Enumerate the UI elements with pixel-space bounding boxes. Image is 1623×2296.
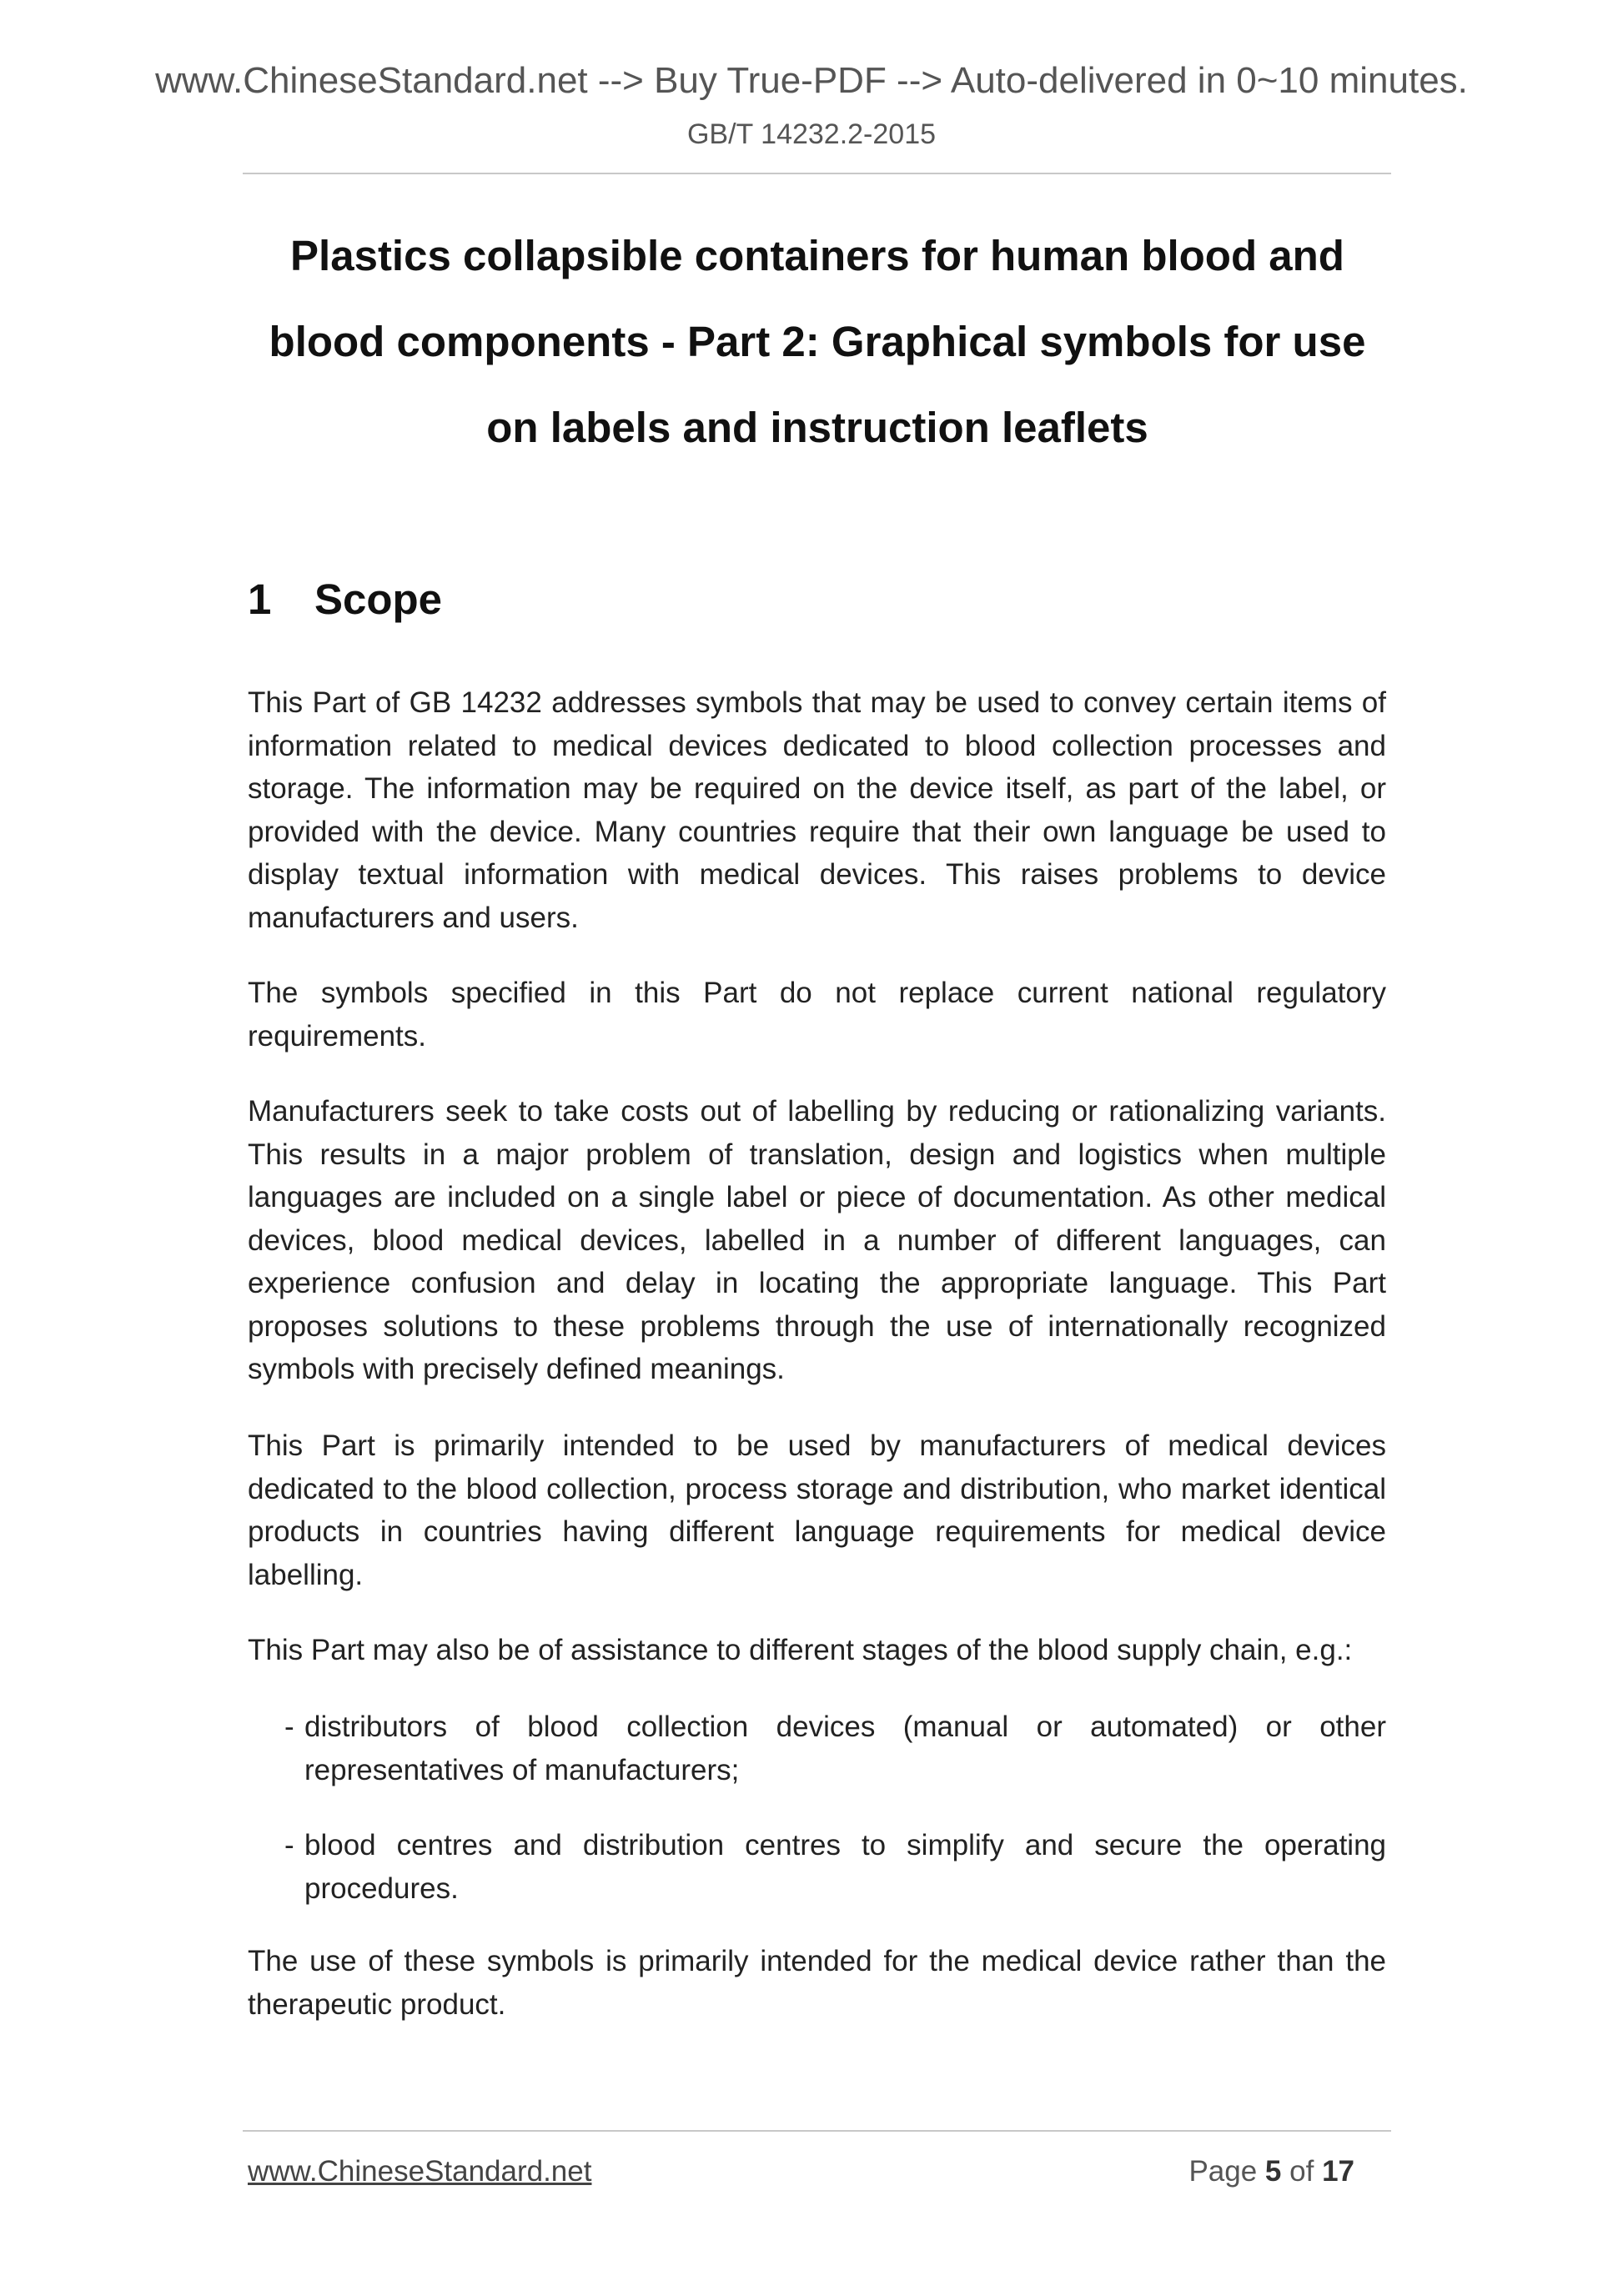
section-heading xyxy=(248,575,443,623)
paragraph: Manufacturers seek to take costs out of labelling by reducing or rationalizing variants. This results in a major problem of translation, design and logistics when multiple languages are included on a single label or piece of documentation. As other medical devices, blood medical devices, labelled in a number of different languages, can experience confusion and delay in locating the appropriate language. This Part proposes solutions to these problems through the use of internationally recognized symbols with precisely defined meanings. xyxy=(248,1095,1386,1385)
title-line: blood components - Part 2: Graphical symbols for use xyxy=(269,318,1366,365)
page-number xyxy=(1188,2157,1354,2186)
paragraph: The use of these symbols is primarily intended for the medical device rather than the therapeutic product. xyxy=(248,1945,1386,2021)
page-current: 5 xyxy=(1264,2155,1282,2188)
header-divider xyxy=(243,173,1391,174)
section-number: 1 xyxy=(248,575,272,623)
footer-website-link[interactable]: www.ChineseStandard.net xyxy=(248,2155,592,2188)
document-title xyxy=(209,213,1426,470)
list-marker: - xyxy=(284,1829,294,1861)
title-line: on labels and instruction leaflets xyxy=(486,404,1148,451)
list-item-text: distributors of blood collection devices (manual or automated) or other representatives of manufacturers; xyxy=(304,1711,1386,1786)
paragraph: The symbols specified in this Part do not replace current national regulatory requirements. xyxy=(248,977,1386,1053)
footer-divider xyxy=(243,2130,1391,2132)
page-total: 17 xyxy=(1322,2155,1354,2188)
paragraph: This Part of GB 14232 addresses symbols that may be used to convey certain items of information related to medical devices dedicated to blood collection processes and storage. The information may be required on the device itself, as part of the label, or provided with the device. Many countries require that their own language be used to display textual information with medical devices. This raises problems to device manufacturers and users. xyxy=(248,686,1386,934)
section-title: Scope xyxy=(314,575,443,623)
page-of: of xyxy=(1289,2155,1314,2188)
list-item-text: blood centres and distribution centres to simplify and secure the operating procedures. xyxy=(304,1829,1386,1905)
page-label: Page xyxy=(1188,2155,1258,2188)
title-line: Plastics collapsible containers for human blood and xyxy=(290,232,1344,279)
paragraph: This Part is primarily intended to be used by manufacturers of medical devices dedicated to the blood collection, process storage and distribution, who market identical products in countries having different language requirements for medical device labelling. xyxy=(248,1429,1386,1591)
list-item xyxy=(248,1824,1386,1910)
standard-code: GB/T 14232.2-2015 xyxy=(686,118,937,150)
header-banner: www.ChineseStandard.net --> Buy True-PDF --> Auto-delivered in 0~10 minutes. xyxy=(155,60,1468,101)
list-item xyxy=(248,1706,1386,1791)
paragraph: This Part may also be of assistance to different stages of the blood supply chain, e.g.: xyxy=(248,1634,1353,1666)
list-marker: - xyxy=(284,1711,294,1743)
